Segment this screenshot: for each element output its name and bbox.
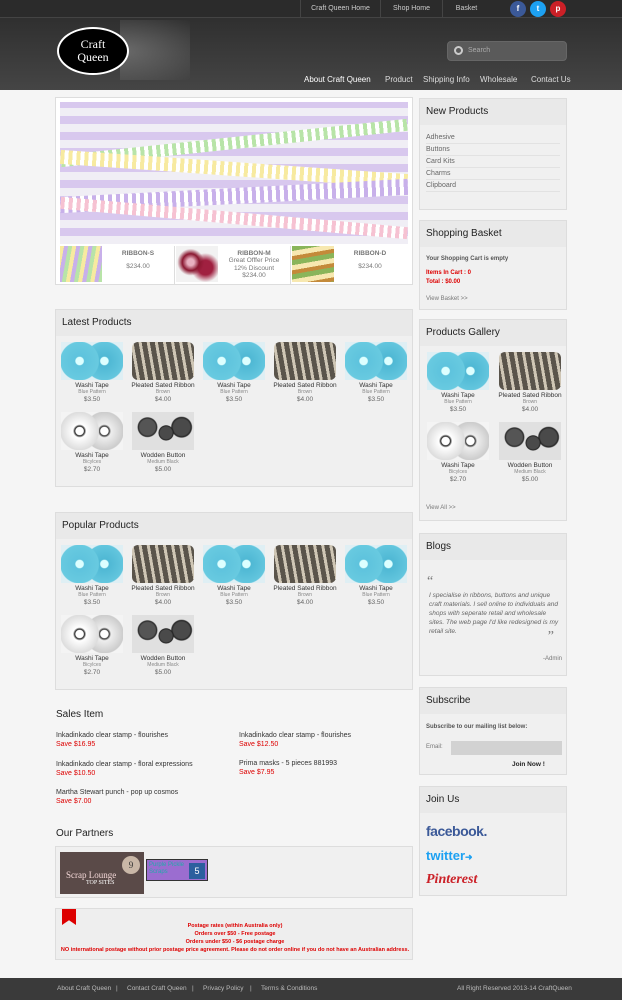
product-image [274,342,336,380]
product-card[interactable] [131,545,195,606]
product-image [203,545,265,583]
product-image [203,342,265,380]
popular-products: Popular Products Washi Tape Blue Pattern $3.50 Pleated Sated Ribbon Brown $4.00 Washi Tape Blue Pattern $3.50 Pleated Sated Ribbon Brown $4.00 Washi Tape Blue Pattern $3.50 Washi Tape Bicylces $2.70 Wodden Button Medium Black $5.00 [55,512,413,690]
product-variant: Blue Pattern [220,389,248,395]
twitter-link[interactable]: twitter➜ [426,848,473,863]
product-name: Washi Tape [217,585,251,592]
sale-item[interactable]: Martha Stewart punch - pop up cosmos Save $7.00 [56,789,179,805]
product-variant: Medium Black [147,459,179,465]
product-card[interactable] [426,422,490,483]
product-card[interactable] [202,342,266,403]
product-image [345,545,407,583]
product-variant: Brown [155,389,171,395]
product-card[interactable] [131,615,195,676]
nav-product[interactable]: Product [385,75,413,84]
product-image [427,422,489,460]
category-charms[interactable]: Charms [426,168,560,180]
featured-item[interactable]: RIBBON-S $234.00 [60,246,175,284]
product-image [345,342,407,380]
product-image [132,615,194,653]
product-price: $3.50 [449,406,467,413]
sale-item[interactable]: Prima masks - 5 pieces 881993 Save $7.95 [239,760,338,776]
product-card[interactable] [60,615,124,676]
product-name: Washi Tape [75,655,109,662]
product-name: Washi Tape [441,462,475,469]
view-all-link[interactable]: View All >> [426,505,456,511]
product-name: Wodden Button [507,462,553,469]
banner-image[interactable] [60,102,408,244]
product-price: $3.50 [367,396,385,403]
join-now-button[interactable]: Join Now ! [512,761,545,768]
product-card[interactable] [131,412,195,473]
category-buttons[interactable]: Buttons [426,144,560,156]
twitter-icon[interactable]: t [530,1,546,17]
featured-slider [55,97,413,285]
product-price: $5.00 [154,669,172,676]
product-card[interactable] [273,342,337,403]
link-craft-queen-home[interactable]: Craft Queen Home [300,0,380,18]
product-name: Washi Tape [441,392,475,399]
product-image [499,352,561,390]
product-price: $5.00 [154,466,172,473]
product-image [132,412,194,450]
facebook-link[interactable]: facebook. [426,823,487,839]
logo[interactable]: Craft Queen [57,27,129,75]
latest-products: Latest Products Washi Tape Blue Pattern $3.50 Pleated Sated Ribbon Brown $4.00 Washi Tape Blue Pattern $3.50 Pleated Sated Ribbon Brown $4.00 Washi Tape Blue Pattern $3.50 Washi Tape Bicylces $2.70 Wodden Button Medium Black $5.00 [55,309,413,487]
product-price: $4.00 [296,396,314,403]
product-name: Pleated Sated Ribbon [131,382,195,389]
product-image [61,412,123,450]
product-card[interactable] [344,545,408,606]
product-name: Pleated Sated Ribbon [273,382,337,389]
product-name: Washi Tape [217,382,251,389]
product-price: $4.00 [521,406,539,413]
product-price: $5.00 [521,476,539,483]
pinterest-icon[interactable]: p [550,1,566,17]
nav-about[interactable]: About Craft Queen [304,75,371,84]
product-name: Washi Tape [75,452,109,459]
product-variant: Brown [297,389,313,395]
product-price: $2.70 [83,466,101,473]
sale-item[interactable]: Inkadinkado clear stamp - flourishes Save $12.50 [239,732,352,748]
product-variant: Blue Pattern [220,592,248,598]
footer-about[interactable]: About Craft Queen [57,985,112,992]
category-card-kits[interactable]: Card Kits [426,156,560,168]
product-price: $3.50 [367,599,385,606]
product-variant: Bicylces [82,662,102,668]
nav-shipping[interactable]: Shipping Info [423,75,470,84]
product-image [132,342,194,380]
product-card[interactable] [344,342,408,403]
product-name: Washi Tape [359,382,393,389]
sale-item[interactable]: Inkadinkado clear stamp - floral expressions Save $10.50 [56,761,193,777]
product-card[interactable] [273,545,337,606]
product-price: $3.50 [83,599,101,606]
product-image [61,615,123,653]
nav-contact[interactable]: Contact Us [531,75,571,84]
products-gallery: Products Gallery Washi Tape Blue Pattern $3.50 Pleated Sated Ribbon Brown $4.00 Washi Tape Bicylces $2.70 Wodden Button Medium Black $5.00 View All >> [419,319,567,521]
product-card[interactable] [60,412,124,473]
purple-pickle-banner[interactable]: Purple Pickle Scraps 5 [146,859,208,881]
product-card[interactable] [498,352,562,413]
product-variant: Medium Black [514,469,546,475]
product-card[interactable] [131,342,195,403]
product-card[interactable] [60,545,124,606]
shopping-basket: Shopping Basket Your Shopping Cart is empty Items In Cart : 0 Total : $0.00 View Basket >> [419,220,567,310]
blogs: Blogs “ I specialise in ribbons, buttons and unique craft materials. I sell online to individuals and shops with seperate retail and wholesale sites. The web page I'd like redesigned is my retail site. ” -Admin [419,533,567,676]
product-image [61,545,123,583]
search-icon [454,46,463,55]
product-variant: Medium Black [147,662,179,668]
category-clipboard[interactable]: Clipboard [426,180,560,192]
email-field[interactable] [451,741,562,755]
featured-item[interactable]: RIBBON-M Great Offfer Price 12% Discount $234.00 [176,246,291,284]
facebook-icon[interactable]: f [510,1,526,17]
postage-info: Postage rates (within Australia only) Orders over $50 - Free postage Orders under $50 - $6 postage charge NO international postage without prior postage price agreement. Please do not order online if you do not have an Australian address. [55,908,413,960]
subscribe: Subscribe Subscribe to our mailing list below: Email: Join Now ! [419,687,567,775]
product-image [61,342,123,380]
product-image [427,352,489,390]
search-input[interactable]: Search [447,41,567,61]
product-card[interactable] [426,352,490,413]
product-card[interactable] [202,545,266,606]
product-name: Wodden Button [140,452,186,459]
footer: About Craft Queen | Contact Craft Queen | Privacy Policy | Terms & Conditions All Right Reserved 2013-14 CraftQueen [0,978,622,1000]
product-variant: Blue Pattern [362,592,390,598]
product-variant: Blue Pattern [362,389,390,395]
product-price: $4.00 [154,396,172,403]
product-name: Wodden Button [140,655,186,662]
product-variant: Brown [155,592,171,598]
product-price: $4.00 [296,599,314,606]
view-basket-link[interactable]: View Basket >> [426,296,468,302]
link-basket[interactable]: Basket [442,0,490,18]
product-variant: Blue Pattern [78,389,106,395]
top-bar [0,0,622,18]
new-products: New Products Adhesive Buttons Card Kits Charms Clipboard [419,98,567,210]
product-image [499,422,561,460]
product-price: $3.50 [225,396,243,403]
header [0,0,622,90]
featured-item[interactable]: RIBBON-D $234.00 [292,246,407,284]
product-variant: Bicylces [82,459,102,465]
partners-title: Our Partners [56,828,114,839]
partners-box [55,846,413,898]
product-price: $4.00 [154,599,172,606]
product-variant: Blue Pattern [444,399,472,405]
nav-wholesale[interactable]: Wholesale [480,75,518,84]
product-variant: Blue Pattern [78,592,106,598]
link-shop-home[interactable]: Shop Home [380,0,442,18]
product-name: Washi Tape [359,585,393,592]
product-variant: Bicylces [448,469,468,475]
product-name: Washi Tape [75,382,109,389]
footer-contact[interactable]: Contact Craft Queen [127,985,187,992]
product-name: Pleated Sated Ribbon [131,585,195,592]
product-image [132,545,194,583]
product-price: $3.50 [83,396,101,403]
product-name: Pleated Sated Ribbon [273,585,337,592]
product-card[interactable] [498,422,562,483]
product-variant: Brown [522,399,538,405]
category-adhesive[interactable]: Adhesive [426,132,560,144]
pinterest-link[interactable]: Pinterest [426,872,478,887]
product-variant: Brown [297,592,313,598]
bird-icon: ➜ [465,852,473,862]
product-price: $2.70 [449,476,467,483]
footer-privacy[interactable]: Privacy Policy [203,985,244,992]
product-name: Washi Tape [75,585,109,592]
product-price: $2.70 [83,669,101,676]
product-name: Pleated Sated Ribbon [498,392,562,399]
join-us: Join Us facebook. twitter➜ Pinterest [419,786,567,896]
footer-terms[interactable]: Terms & Conditions [261,985,318,992]
product-image [274,545,336,583]
scraplounge-banner[interactable]: Scrap Lounge TOP SITES 9 [60,852,144,894]
product-card[interactable] [60,342,124,403]
product-price: $3.50 [225,599,243,606]
sale-item[interactable]: Inkadinkado clear stamp - flourishes Save $16.95 [56,732,169,748]
